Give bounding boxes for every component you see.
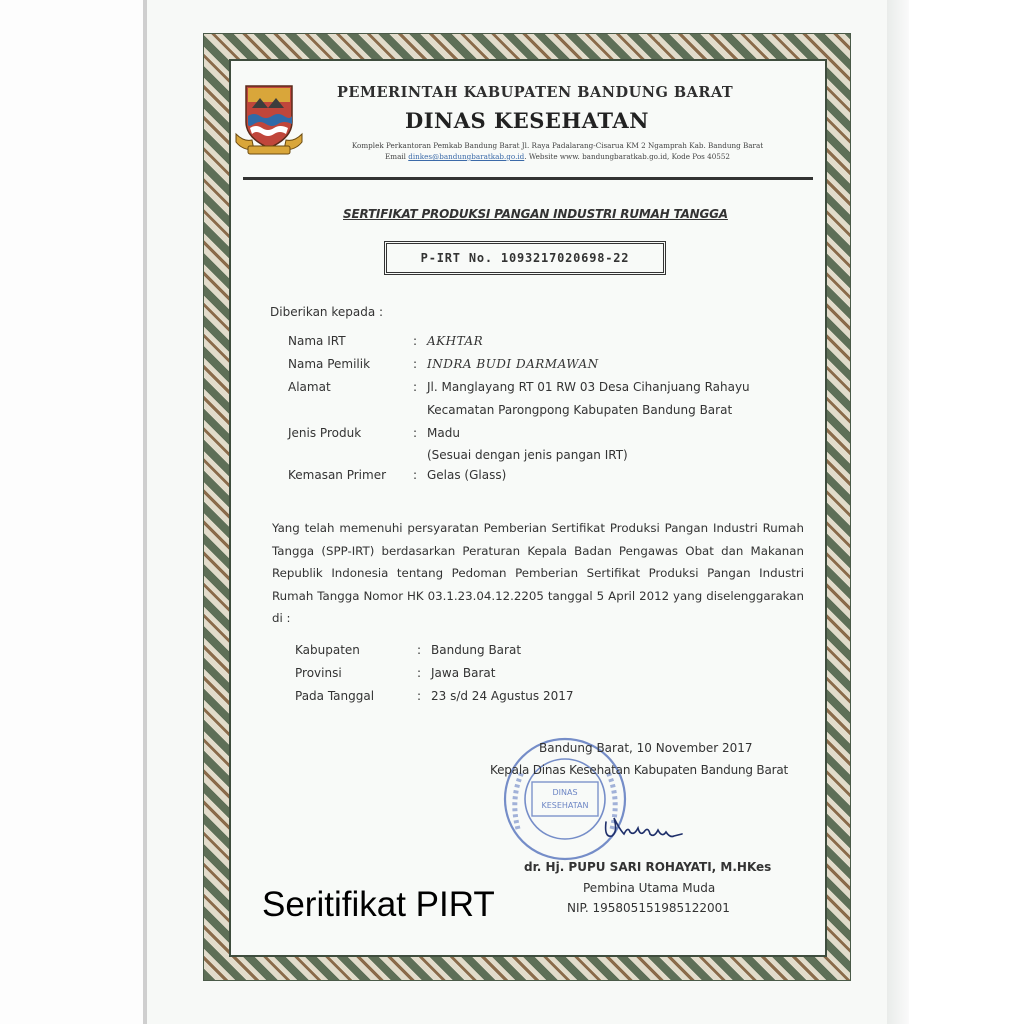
handwritten-signature: [600, 808, 690, 842]
signatory-name: dr. Hj. PUPU SARI ROHAYATI, M.HKes: [524, 860, 772, 874]
field-value-jenis-produk: Madu: [427, 426, 460, 440]
scan-edge-right: [887, 0, 909, 1024]
agency-address: [310, 140, 805, 162]
venue-colon: :: [417, 643, 422, 657]
image-caption: Seritifikat PIRT: [262, 885, 495, 924]
field-label-kemasan-primer: Kemasan Primer: [288, 468, 387, 482]
venue-value-kabupaten: Bandung Barat: [431, 643, 522, 657]
field-value-nama-pemilik: INDRA BUDI DARMAWAN: [427, 357, 599, 371]
field-value-alamat-line2: Kecamatan Parongpong Kabupaten Bandung Barat: [427, 403, 733, 417]
field-label-alamat: Alamat: [288, 380, 331, 394]
venue-colon: :: [417, 689, 422, 703]
stamp-text-kesehatan: KESEHATAN: [541, 801, 589, 810]
field-value-kemasan-primer: Gelas (Glass): [427, 468, 507, 482]
field-colon: :: [413, 380, 418, 394]
signature-place-date: Bandung Barat, 10 November 2017: [539, 741, 753, 755]
field-value-jenis-produk-note: (Sesuai dengan jenis pangan IRT): [427, 448, 628, 462]
field-colon: :: [413, 426, 418, 440]
website-postcode: . Website www. bandungbaratkab.go.id, Kode Pos 40552: [524, 152, 730, 161]
signatory-nip: NIP. 195805151985122001: [567, 901, 730, 915]
field-label-jenis-produk: Jenis Produk: [288, 426, 362, 440]
bandung-barat-emblem-icon: [234, 82, 304, 158]
email-label: Email: [385, 152, 406, 161]
venue-colon: :: [417, 666, 422, 680]
field-label-nama-irt: Nama IRT: [288, 334, 346, 348]
field-colon: :: [413, 357, 418, 371]
field-value-alamat-line1: Jl. Manglayang RT 01 RW 03 Desa Cihanjuang Rahayu: [427, 380, 750, 394]
pirt-number-box: [384, 241, 666, 275]
pirt-number: P-IRT No. 1093217020698-22: [420, 251, 630, 265]
address-line-2: [310, 151, 805, 162]
venue-value-provinsi: Jawa Barat: [431, 666, 496, 680]
field-value-nama-irt: AKHTAR: [427, 334, 484, 348]
agency-heading: DINAS KESEHATAN: [405, 108, 649, 133]
venue-label-kabupaten: Kabupaten: [295, 643, 360, 657]
government-heading: PEMERINTAH KABUPATEN BANDUNG BARAT: [337, 84, 734, 101]
given-to-label: Diberikan kepada :: [270, 305, 384, 319]
field-colon: :: [413, 468, 418, 482]
venue-label-tanggal: Pada Tanggal: [295, 689, 375, 703]
field-label-nama-pemilik: Nama Pemilik: [288, 357, 371, 371]
signatory-rank: Pembina Utama Muda: [583, 881, 716, 895]
certificate-title: SERTIFIKAT PRODUKSI PANGAN INDUSTRI RUMAH TANGGA: [343, 207, 728, 221]
certificate-statement: Yang telah memenuhi persyaratan Pemberian Sertifikat Produksi Pangan Industri Rumah Tangga (SPP-IRT) berdasarkan Peraturan Kepala Badan Pengawas Obat dan Makanan Republik Indonesia tentang Pedoman Pemberian Sertifikat Produksi Pangan Industri Rumah Tangga Nomor HK 03.1.23.04.12.2205 tanggal 5 April 2012 yang diselenggarakan di :: [272, 521, 804, 625]
letterhead-divider: [243, 177, 813, 180]
field-colon: :: [413, 334, 418, 348]
venue-label-provinsi: Provinsi: [295, 666, 342, 680]
email-link[interactable]: dinkes@bandungbaratkab.go.id: [408, 152, 525, 161]
address-line-1: Komplek Perkantoran Pemkab Bandung Barat Jl. Raya Padalarang-Cisarua KM 2 Ngamprah Kab. Bandung Barat: [351, 141, 764, 150]
scan-background: [0, 0, 145, 1024]
signature-position: Kepala Dinas Kesehatan Kabupaten Bandung Barat: [490, 763, 788, 777]
stamp-text-dinas: DINAS: [552, 788, 578, 797]
venue-value-tanggal: 23 s/d 24 Agustus 2017: [431, 689, 574, 703]
